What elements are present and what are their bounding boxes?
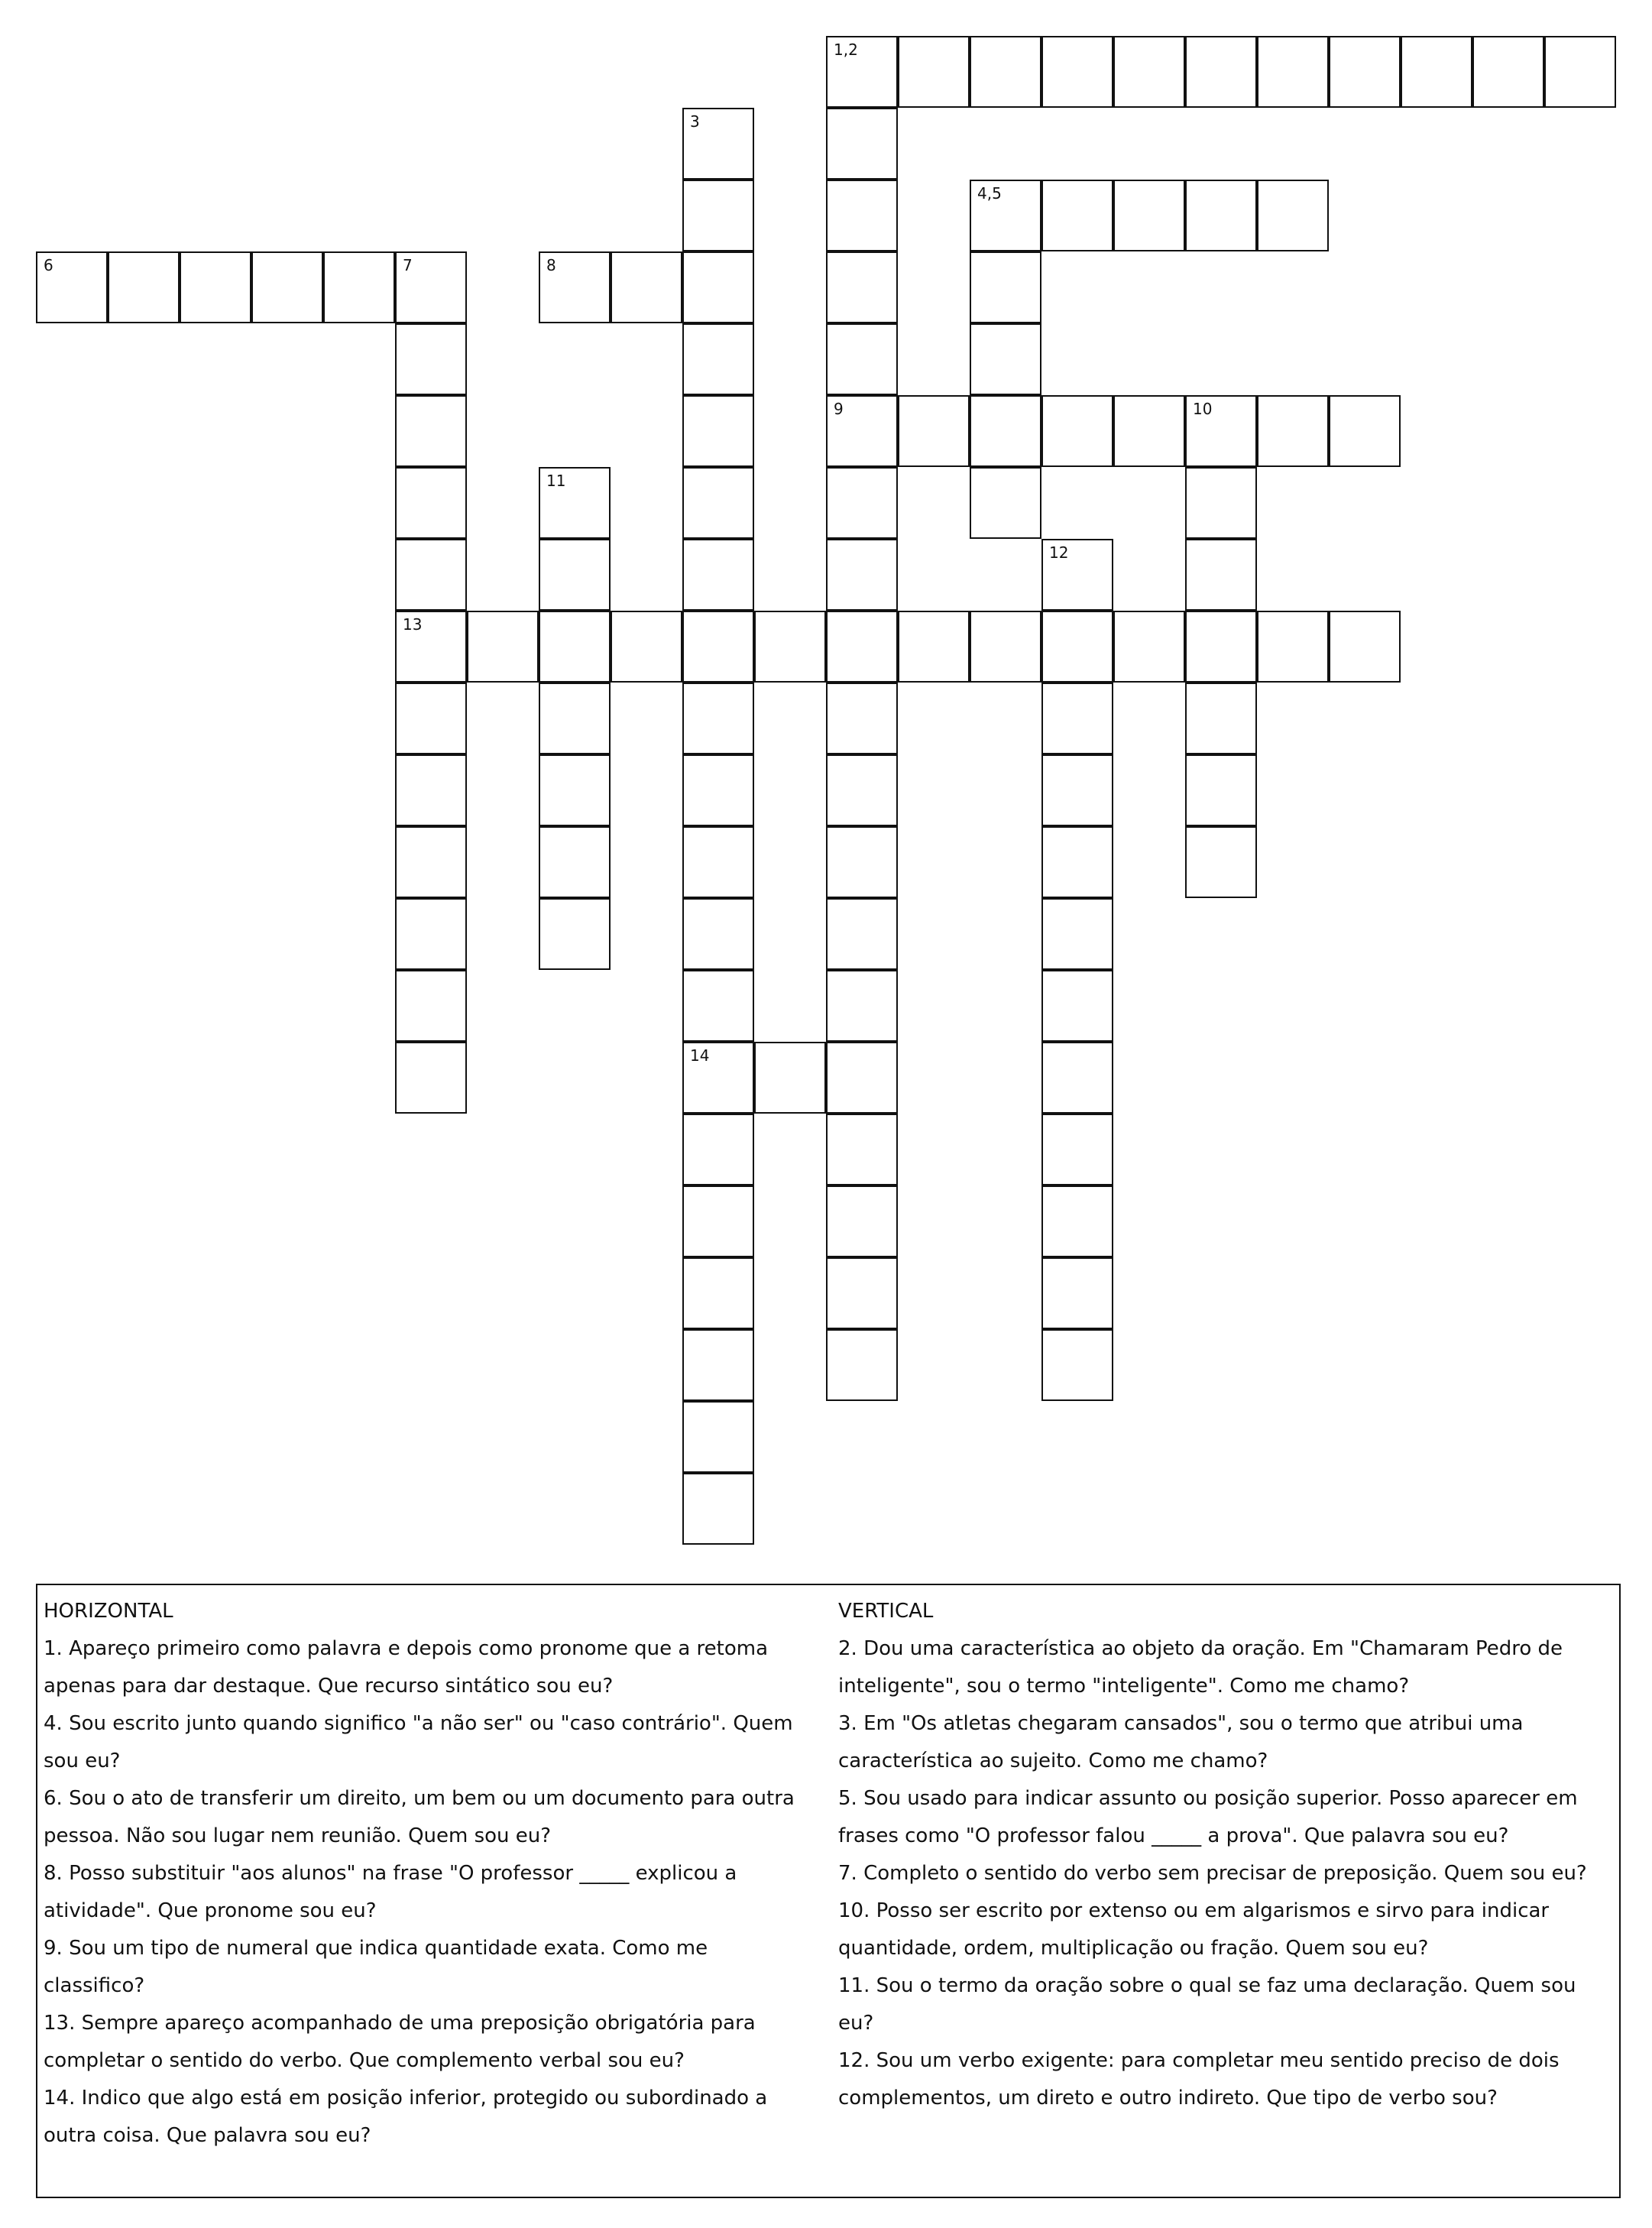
grid-cell[interactable]: [1041, 970, 1113, 1042]
grid-cell[interactable]: [682, 1329, 754, 1401]
grid-cell-7[interactable]: [395, 251, 467, 323]
grid-cell[interactable]: [682, 611, 754, 683]
grid-cell[interactable]: [826, 539, 898, 611]
grid-cell[interactable]: [395, 683, 467, 754]
grid-cell[interactable]: [826, 180, 898, 251]
grid-cell[interactable]: [826, 1185, 898, 1257]
grid-cell[interactable]: [682, 467, 754, 539]
grid-cell-14[interactable]: [682, 1042, 754, 1114]
grid-cell[interactable]: [108, 251, 180, 323]
grid-cell-10[interactable]: [1185, 395, 1257, 467]
grid-cell[interactable]: [826, 251, 898, 323]
grid-cell[interactable]: [682, 323, 754, 395]
grid-cell-3[interactable]: [682, 108, 754, 180]
grid-cell[interactable]: [1257, 180, 1329, 251]
grid-cell[interactable]: [1041, 180, 1113, 251]
grid-cell[interactable]: [539, 826, 611, 898]
grid-cell[interactable]: [754, 1042, 826, 1114]
grid-cell[interactable]: [970, 323, 1041, 395]
grid-cell[interactable]: [611, 611, 682, 683]
clue-number: 14: [690, 1046, 710, 1065]
grid-cell[interactable]: [395, 826, 467, 898]
clue-number: 12: [1049, 543, 1069, 562]
grid-cell[interactable]: [611, 251, 682, 323]
grid-cell[interactable]: [251, 251, 323, 323]
clue-v3: 3. Em "Os atletas chegaram cansados", sou o termo que atribui uma característica ao sujeito. Como me chamo?: [838, 1712, 1524, 1772]
grid-cell[interactable]: [1041, 1329, 1113, 1401]
grid-cell[interactable]: [539, 611, 611, 683]
grid-cell[interactable]: [898, 36, 970, 108]
clue-h6: 6. Sou o ato de transferir um direito, um bem ou um documento para outra pessoa. Não sou lugar nem reunião. Quem sou eu?: [44, 1787, 795, 1847]
grid-cell[interactable]: [682, 1401, 754, 1473]
grid-cell[interactable]: [1041, 683, 1113, 754]
grid-cell[interactable]: [898, 395, 970, 467]
grid-cell[interactable]: [970, 251, 1041, 323]
vertical-clues: [838, 1593, 1602, 2117]
grid-cell[interactable]: [826, 108, 898, 180]
grid-cell-4-5[interactable]: [970, 180, 1041, 251]
clue-h9: 9. Sou um tipo de numeral que indica quantidade exata. Como me classifico?: [44, 1937, 708, 1997]
grid-cell[interactable]: [682, 1473, 754, 1545]
vertical-title: VERTICAL: [838, 1600, 934, 1623]
grid-cell[interactable]: [682, 539, 754, 611]
grid-cell[interactable]: [467, 611, 539, 683]
grid-cell[interactable]: [1041, 1114, 1113, 1185]
grid-cell[interactable]: [539, 754, 611, 826]
grid-cell[interactable]: [682, 683, 754, 754]
clue-number: 13: [403, 615, 423, 634]
grid-cell-9[interactable]: [826, 395, 898, 467]
grid-cell[interactable]: [1041, 898, 1113, 970]
grid-cell[interactable]: [826, 683, 898, 754]
grid-cell[interactable]: [395, 323, 467, 395]
grid-cell[interactable]: [1472, 36, 1544, 108]
clue-number: 6: [44, 256, 53, 274]
grid-cell[interactable]: [826, 898, 898, 970]
clue-number: 9: [834, 400, 844, 418]
clues-box: [36, 1584, 1621, 2198]
clue-v2: 2. Dou uma característica ao objeto da oração. Em "Chamaram Pedro de inteligente", sou o termo "inteligente". Como me chamo?: [838, 1637, 1563, 1698]
grid-cell[interactable]: [395, 1042, 467, 1114]
horizontal-title: HORIZONTAL: [44, 1600, 173, 1623]
grid-cell[interactable]: [1185, 683, 1257, 754]
grid-cell[interactable]: [539, 683, 611, 754]
grid-cell[interactable]: [1185, 539, 1257, 611]
grid-cell[interactable]: [682, 180, 754, 251]
grid-cell[interactable]: [682, 1185, 754, 1257]
grid-cell[interactable]: [682, 970, 754, 1042]
grid-cell[interactable]: [826, 970, 898, 1042]
grid-cell[interactable]: [1257, 36, 1329, 108]
grid-cell[interactable]: [1544, 36, 1616, 108]
grid-cell[interactable]: [1329, 395, 1401, 467]
grid-cell[interactable]: [395, 395, 467, 467]
clue-number: 3: [690, 112, 700, 131]
grid-cell[interactable]: [539, 539, 611, 611]
grid-cell[interactable]: [682, 898, 754, 970]
clue-v10: 10. Posso ser escrito por extenso ou em algarismos e sirvo para indicar quantidade, ordem, multiplicação ou fração. Quem sou eu?: [838, 1899, 1550, 1960]
grid-cell[interactable]: [682, 395, 754, 467]
grid-cell[interactable]: [1041, 754, 1113, 826]
clue-number: 8: [546, 256, 556, 274]
grid-cell[interactable]: [826, 1329, 898, 1401]
grid-cell[interactable]: [826, 1042, 898, 1114]
grid-cell[interactable]: [395, 539, 467, 611]
grid-cell[interactable]: [1185, 36, 1257, 108]
grid-cell-1-2[interactable]: [826, 36, 898, 108]
grid-cell[interactable]: [682, 1257, 754, 1329]
grid-cell[interactable]: [970, 611, 1041, 683]
grid-cell[interactable]: [682, 251, 754, 323]
grid-cell[interactable]: [1041, 395, 1113, 467]
clue-number: 10: [1193, 400, 1213, 418]
clue-h1: 1. Apareço primeiro como palavra e depois como pronome que a retoma apenas para dar destaque. Que recurso sintático sou eu?: [44, 1637, 769, 1698]
grid-cell[interactable]: [323, 251, 395, 323]
grid-cell[interactable]: [682, 754, 754, 826]
grid-cell[interactable]: [1185, 180, 1257, 251]
grid-cell[interactable]: [1113, 180, 1185, 251]
clue-v7: 7. Completo o sentido do verbo sem precisar de preposição. Quem sou eu?: [838, 1862, 1587, 1885]
grid-cell[interactable]: [970, 467, 1041, 539]
grid-cell[interactable]: [539, 898, 611, 970]
grid-cell[interactable]: [395, 898, 467, 970]
grid-cell[interactable]: [1041, 1042, 1113, 1114]
grid-cell[interactable]: [395, 754, 467, 826]
grid-cell[interactable]: [826, 1114, 898, 1185]
grid-cell[interactable]: [395, 970, 467, 1042]
grid-cell[interactable]: [1041, 1257, 1113, 1329]
grid-cell[interactable]: [826, 754, 898, 826]
clue-h8: 8. Posso substituir "aos alunos" na frase "O professor _____ explicou a atividade". Que pronome sou eu?: [44, 1862, 737, 1922]
grid-cell[interactable]: [826, 467, 898, 539]
clue-v11: 11. Sou o termo da oração sobre o qual se faz uma declaração. Quem sou eu?: [838, 1974, 1576, 2035]
clue-number: 7: [403, 256, 413, 274]
grid-cell[interactable]: [1185, 467, 1257, 539]
grid-cell[interactable]: [395, 467, 467, 539]
grid-cell-8[interactable]: [539, 251, 611, 323]
grid-cell[interactable]: [1113, 611, 1185, 683]
grid-cell-11[interactable]: [539, 467, 611, 539]
grid-cell[interactable]: [1185, 826, 1257, 898]
grid-cell[interactable]: [682, 826, 754, 898]
grid-cell[interactable]: [1329, 36, 1401, 108]
grid-cell[interactable]: [826, 611, 898, 683]
clue-h14: 14. Indico que algo está em posição inferior, protegido ou subordinado a outra coisa. Que palavra sou eu?: [44, 2087, 768, 2147]
clue-v5: 5. Sou usado para indicar assunto ou posição superior. Posso aparecer em frases como "O professor falou _____ a prova". Que palavra sou eu?: [838, 1787, 1578, 1847]
grid-cell[interactable]: [1185, 754, 1257, 826]
grid-cell[interactable]: [1041, 36, 1113, 108]
grid-cell[interactable]: [1041, 826, 1113, 898]
clue-number: 1,2: [834, 41, 858, 59]
grid-cell-6[interactable]: [36, 251, 108, 323]
grid-cell[interactable]: [826, 826, 898, 898]
grid-cell[interactable]: [682, 1114, 754, 1185]
grid-cell[interactable]: [898, 611, 970, 683]
grid-cell[interactable]: [1329, 611, 1401, 683]
clue-number: 11: [546, 472, 566, 490]
grid-cell[interactable]: [1041, 611, 1113, 683]
clue-number: 4,5: [977, 184, 1002, 203]
horizontal-clues: [44, 1593, 808, 2155]
grid-cell[interactable]: [180, 251, 251, 323]
grid-cell[interactable]: [1257, 611, 1329, 683]
grid-cell-12[interactable]: [1041, 539, 1113, 611]
grid-cell[interactable]: [826, 323, 898, 395]
grid-cell[interactable]: [754, 611, 826, 683]
grid-cell[interactable]: [970, 395, 1041, 467]
grid-cell[interactable]: [1113, 36, 1185, 108]
clue-h4: 4. Sou escrito junto quando significo "a não ser" ou "caso contrário". Quem sou eu?: [44, 1712, 793, 1772]
grid-cell[interactable]: [1113, 395, 1185, 467]
grid-cell[interactable]: [826, 1257, 898, 1329]
clue-h13: 13. Sempre apareço acompanhado de uma preposição obrigatória para completar o sentido do verbo. Que complemento verbal sou eu?: [44, 2012, 756, 2072]
grid-cell[interactable]: [970, 36, 1041, 108]
clue-v12: 12. Sou um verbo exigente: para completar meu sentido preciso de dois complementos, um direto e outro indireto. Que tipo de verbo sou?: [838, 2049, 1560, 2110]
grid-cell[interactable]: [1401, 36, 1472, 108]
grid-cell[interactable]: [1185, 611, 1257, 683]
grid-cell[interactable]: [1257, 395, 1329, 467]
grid-cell-13[interactable]: [395, 611, 467, 683]
grid-cell[interactable]: [1041, 1185, 1113, 1257]
